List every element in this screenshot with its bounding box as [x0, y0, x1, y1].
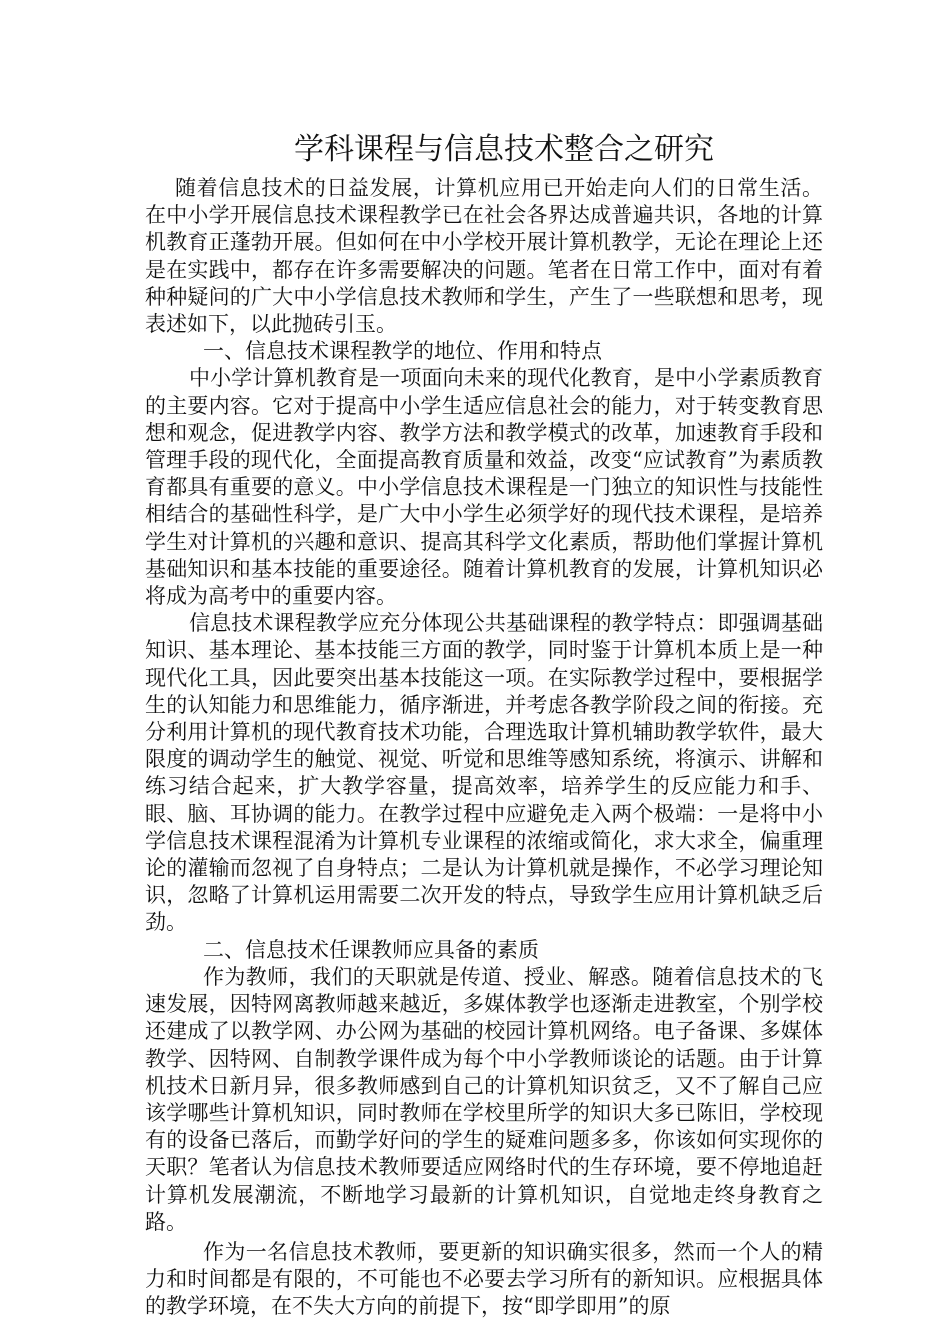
- body-paragraph: 作为教师，我们的天职就是传道、授业、解惑。随着信息技术的飞速发展，因特网离教师越来越近，多媒体教学也逐渐走进教室，个别学校还建成了以教学网、办公网为基础的校园计算机网络。电子备课、多媒体教学、因特网、自制教学课件成为每个中小学教师谈论的话题。由于计算机技术日新月异，很多教师感到自己的计算机知识贫乏，又不了解自己应该学哪些计算机知识，同时教师在学校里所学的知识大多已陈旧，学校现有的设备已落后，而勤学好问的学生的疑难问题多多，你该如何实现你的天职？笔者认为信息技术教师要适应网络时代的生存环境，要不停地追赶计算机发展潮流，不断地学习最新的计算机知识，自觉地走终身教育之路。: [145, 964, 823, 1234]
- body-paragraph: 中小学计算机教育是一项面向未来的现代化教育，是中小学素质教育的主要内容。它对于提高中小学生适应信息社会的能力，对于转变教育思想和观念，促进教学内容、教学方法和教学模式的改革，加速教育手段和管理手段的现代化，全面提高教育质量和效益，改变“应试教育”为素质教育都具有重要的意义。中小学信息技术课程是一门独立的知识性与技能性相结合的基础性科学，是广大中小学生必须学好的现代技术课程，是培养学生对计算机的兴趣和意识、提高其科学文化素质，帮助他们掌握计算机基础知识和基本技能的重要途径。随着计算机教育的发展，计算机知识必将成为高考中的重要内容。: [145, 366, 823, 609]
- intro-paragraph: 随着信息技术的日益发展，计算机应用已开始走向人们的日常生活。在中小学开展信息技术课程教学已在社会各界达成普遍共识，各地的计算机教育正蓬勃开展。但如何在中小学校开展计算机教学，无论在理论上还是在实践中，都存在许多需要解决的问题。笔者在日常工作中，面对有着种种疑问的广大中小学信息技术教师和学生，产生了一些联想和思考，现表述如下，以此抛砖引玉。: [145, 176, 823, 337]
- document-body: [145, 175, 823, 1321]
- section-heading-1: 一、信息技术课程教学的地位、作用和特点: [203, 339, 602, 364]
- body-paragraph: 信息技术课程教学应充分体现公共基础课程的教学特点：即强调基础知识、基本理论、基本技能三方面的教学，同时鉴于计算机本质上是一种现代化工具，因此要突出基本技能这一项。在实际教学过程中，要根据学生的认知能力和思维能力，循序渐进，并考虑各教学阶段之间的衔接。充分利用计算机的现代教育技术功能，合理选取计算机辅助教学软件，最大限度的调动学生的触觉、视觉、听觉和思维等感知系统，将演示、讲解和练习结合起来，扩大教学容量，提高效率，培养学生的反应能力和手、眼、脑、耳协调的能力。在教学过程中应避免走入两个极端：一是将中小学信息技术课程混淆为计算机专业课程的浓缩或简化，求大求全，偏重理论的灌输而忽视了自身特点；二是认为计算机就是操作，不必学习理论知识，忽略了计算机运用需要二次开发的特点，导致学生应用计算机缺乏后劲。: [145, 611, 823, 935]
- document-title: 学科课程与信息技术整合之研究: [294, 132, 714, 167]
- body-paragraph: 作为一名信息技术教师，要更新的知识确实很多，然而一个人的精力和时间都是有限的，不可能也不必要去学习所有的新知识。应根据具体的教学环境，在不失大方向的前提下，按“即学即用”的原: [145, 1239, 823, 1319]
- section-heading-2: 二、信息技术任课教师应具备的素质: [203, 937, 539, 962]
